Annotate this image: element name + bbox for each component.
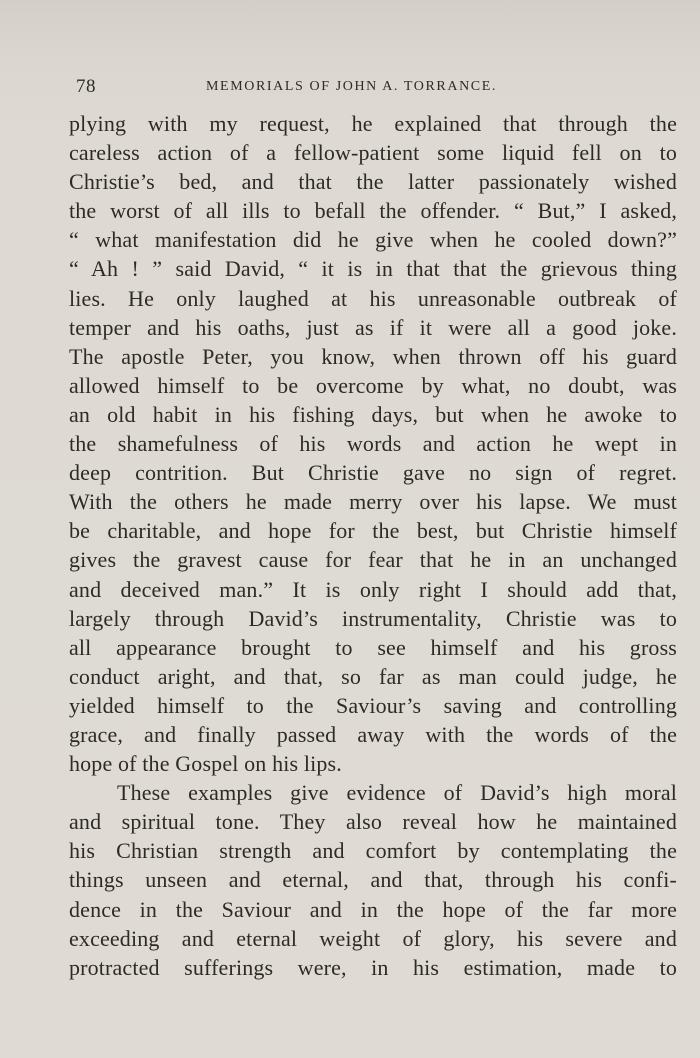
- body-text: [69, 109, 677, 982]
- text-line: an old habit in his fishing days, but when he awoke to: [69, 401, 677, 427]
- text-line: things unseen and eternal, and that, through his confi-: [69, 867, 677, 893]
- text-line: The apostle Peter, you know, when thrown off his guard: [69, 343, 677, 369]
- paragraph-start-line: These examples give evidence of David’s high moral: [117, 780, 677, 806]
- text-line: Christie’s bed, and that the latter passionately wished: [69, 169, 677, 195]
- text-line: yielded himself to the Saviour’s saving and controlling: [69, 692, 677, 718]
- text-line: grace, and finally passed away with the words of the: [69, 721, 677, 747]
- text-line: With the others he made merry over his lapse. We must: [69, 489, 677, 515]
- text-line: the worst of all ills to befall the offender. “ But,” I asked,: [69, 198, 677, 224]
- text-line: careless action of a fellow-patient some liquid fell on to: [69, 140, 677, 166]
- text-line: plying with my request, he explained that through the: [69, 111, 677, 136]
- text-line: be charitable, and hope for the best, but Christie himself: [69, 518, 677, 544]
- text-line: and deceived man.” It is only right I should add that,: [69, 576, 677, 602]
- text-line: and spiritual tone. They also reveal how he maintained: [69, 809, 677, 835]
- text-line: dence in the Saviour and in the hope of the far more: [69, 896, 677, 922]
- text-line: the shamefulness of his words and action he wept in: [69, 431, 677, 457]
- text-line: protracted sufferings were, in his estimation, made to: [69, 954, 677, 980]
- text-line: gives the gravest cause for fear that he in an unchanged: [69, 547, 677, 573]
- text-line: allowed himself to be overcome by what, no doubt, was: [69, 372, 677, 398]
- text-line: lies. He only laughed at his unreasonable outbreak of: [69, 285, 677, 311]
- text-line: “ Ah ! ” said David, “ it is in that that the grievous thing: [69, 256, 677, 282]
- page-number: 78: [76, 76, 96, 97]
- text-line: all appearance brought to see himself and his gross: [69, 634, 677, 660]
- text-line: temper and his oaths, just as if it were all a good joke.: [69, 314, 677, 340]
- page-header: [76, 76, 652, 100]
- text-line: exceeding and eternal weight of glory, his severe and: [69, 925, 677, 951]
- text-line: largely through David’s instrumentality, Christie was to: [69, 605, 677, 631]
- text-line: deep contrition. But Christie gave no sign of regret.: [69, 460, 677, 486]
- text-line: his Christian strength and comfort by contemplating the: [69, 838, 677, 864]
- running-title: MEMORIALS OF JOHN A. TORRANCE.: [206, 79, 497, 94]
- text-line: “ what manifestation did he give when he cooled down?”: [69, 227, 677, 253]
- text-line: conduct aright, and that, so far as man could judge, he: [69, 663, 677, 689]
- paragraph-end-line: hope of the Gospel on his lips.: [69, 751, 342, 777]
